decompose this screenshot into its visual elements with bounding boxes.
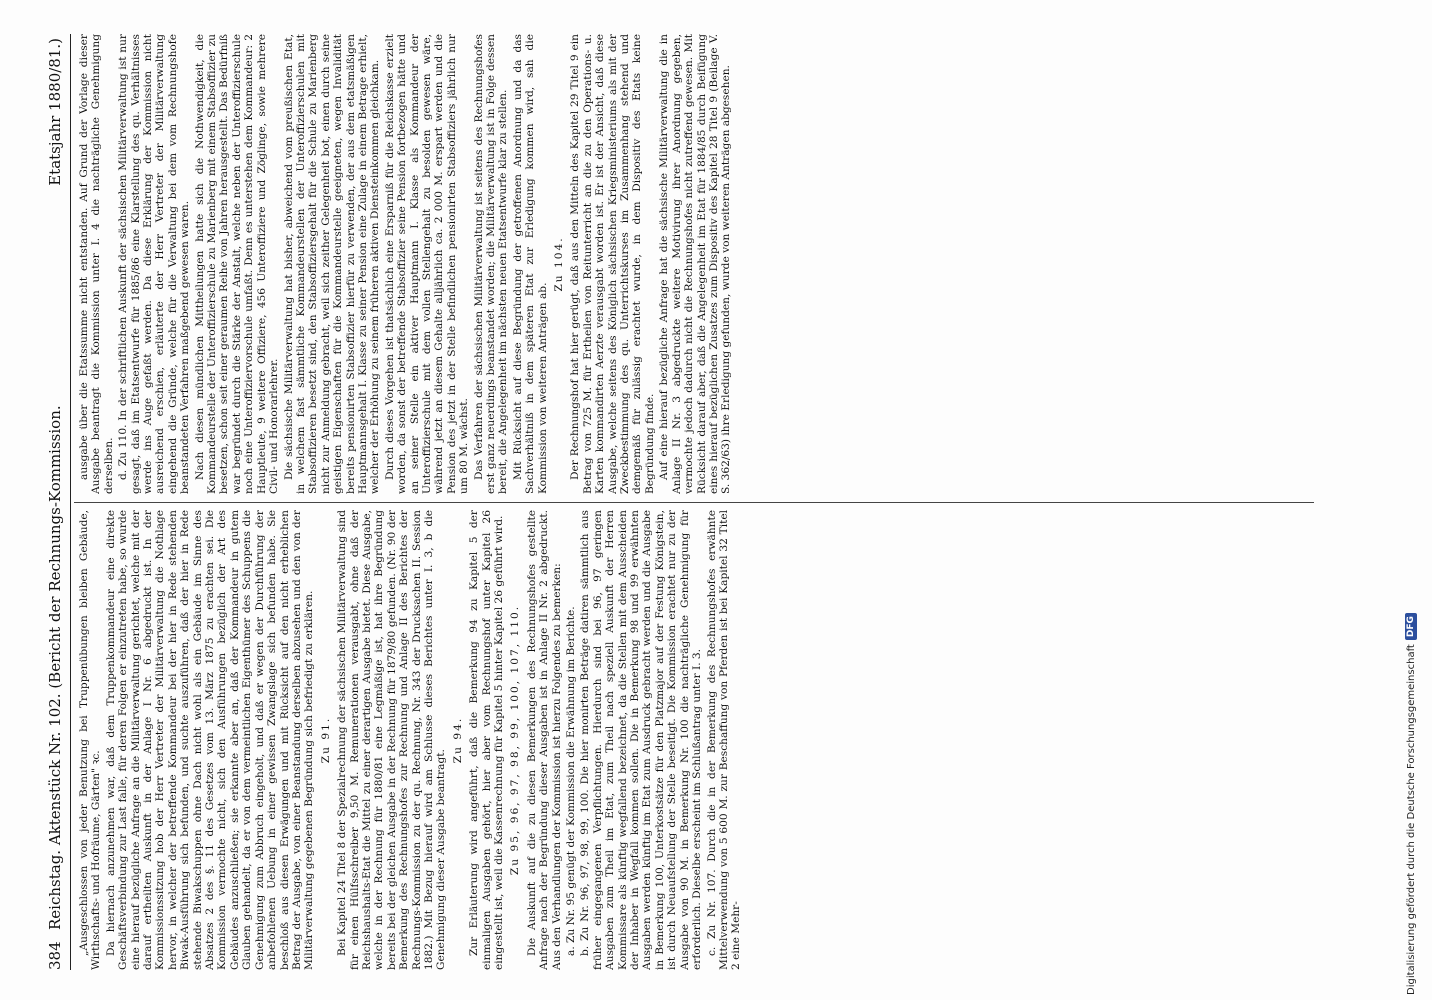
paragraph: Da hiernach anzunehmen war, daß dem Truppenkommandeur eine direkte Geschäftsverbindung zur Last falle, für deren Folgen er einzutreten habe, so wurde eine hierauf bezügliche Anfrage an die Militärverwaltung gerichtet, welche mit der darauf ertheilten Auskunft in der Anlage I Nr. 6 abgedruckt ist. In der Kommissionssitzung hob der Herr Vertreter der Militärverwaltung die Nothlage hervor, in welcher der betreffende Kommandeur bei der hier in Rede stehenden Biwak-Ausführung sich befunden, und suchte auszuführen, daß der hier in Rede stehende Biwakschuppen ohne Dach nicht wohl als ein Gebäude im Sinne des Absatzes 2 des §. 11 des Gesetzes vom 13. März 1875 zu erachten sei. Die Kommission vermochte nicht, sich den Ausführungen bezüglich der Art des Gebäudes anzuschließen; sie erkannte aber an, daß der Kommandeur in gutem Glauben gehandelt, da er von dem vermeintlichen Eigenthümer des Schuppens die Genehmigung zum Abbruch eingeholt, und daß er wegen der Durchführung der anbefohlenen Uebung in einer gewissen Zwangslage sich befunden habe. Sie beschloß aus diesen Erwägungen und mit Rücksicht auf den nicht erheblichen Betrag der Ausgabe, von einer Beanstandung derselben abzusehen und den von der Militärverwaltung gegebenen Begründung sich befriedigt zu erklären. [104, 510, 316, 970]
credit-text: Digitalisierung gefördert durch die Deutsche Forschungsgemeinschaft [1405, 644, 1417, 995]
paragraph: d. Zu 110. In der schriftlichen Auskunft der sächsischen Militärverwaltung ist nur gesagt, daß im Etatsentwurfe für 1885/86 eine Klarstellung des qu. Verhältnisses werde ins Auge gefaßt werden. Da diese Erklärung der Kommission nicht ausreichend erschien, erläuterte der Herr Vertreter der Militärverwaltung eingehend die Gründe, welche für die Verwaltung bei dem vom Rechnungshofe beanstandeten Verfahren maßgebend gewesen waren. [117, 34, 192, 494]
header-title-right: Etatsjahr 1880/81.) [46, 38, 64, 186]
paragraph: ausgabe über die Etatssumme nicht entstanden. Auf Grund der Vorlage dieser Ausgabe beantragt die Kommission unter I. 4 die nachträgliche Genehmigung derselben. [78, 34, 115, 494]
section-heading: Zu 95, 96, 97, 98, 99, 100, 107, 110. [509, 604, 522, 876]
column-divider [74, 502, 1314, 503]
paragraph: Die Auskunft auf die zu diesen Bemerkungen des Rechnungshofes gestellte Anfrage nach der Begründung dieser Ausgaben ist in Anlage II Nr. 2 abgedruckt. Aus den Verhandlungen der Kommission ist hierzu Folgendes zu bemerken: [525, 510, 563, 970]
paragraph: Bei Kapitel 24 Titel 8 der Spezialrechnung der sächsischen Militärverwaltung sind für einen Hülfsschreiber 9,50 M. Remunerationen verausgabt, ohne daß der Reichshaushalts-Etat die Mittel zu einer derartigen Ausgabe bietet. Diese Ausgabe, welche in der Rechnung für 1880/81 eine Legmäßige ist, hat ihre Begründung bereits bei der gleichen Ausgabe in der Rechnung für 1879/80 gefunden. (Nr. 90 der Bemerkung des Rechnungshofes zur Rechnung und Anlage II des Berichtes der Rechnungs-Kommission zu der qu. Rechnung, Nr. 343 der Drucksachen II. Session 1882.) Mit Bezug hierauf wird am Schlusse dieses Berichtes unter I. 3, b die Genehmigung dieser Ausgabe beantragt. [336, 510, 448, 970]
dfg-logo: DFG [1405, 613, 1417, 640]
header-title-left: Reichstag. Aktenstück Nr. 102. (Bericht der Rechnungs-Kommission. [46, 405, 64, 930]
digitization-credit [1404, 0, 1418, 995]
paragraph: „Ausgeschlossen von jeder Benutzung bei Truppenübungen bleiben Gebäude, Wirthschafts- und Hofräume, Gärten" ꝛc. [78, 510, 103, 970]
paragraph: Das Verfahren der sächsischen Militärverwaltung ist seitens des Rechnungshofes erst ganz neuerdings beanstandet worden; die Militärverwaltung ist in Folge dessen bereit, die Angelegenheit im nächsten neuen Etatsentwurfe klar zu stellen. [472, 34, 510, 494]
page-number: 384 [46, 941, 64, 970]
paragraph: Die sächsische Militärverwaltung hat bisher, abweichend vom preußischen Etat, in welchem fast sämmtliche Kommandeurstellen der Unteroffizierschulen mit Stabsoffizieren besetzt sind, den Stabsoffiziersgehalt für die Schule zu Marienberg nicht zur Anmeldung gebracht, weil sich zeither Gelegenheit bot, einen durch seine geistigen Eigenschaften für die Kommandeurstelle geeigneten, wegen Invalidität bereits pensionirten Stabsoffizier hierfür zu verwenden, der aus dem etatsmäßigen Hauptmannsgehalt I. Klasse zu seiner Pension eine Zulage in einem Betrage erhielt, welcher der Erhöhung zu seinem früheren aktiven Diensteinkommen gleichkam. [282, 34, 382, 494]
paragraph: c. Zu Nr. 107. Durch die in der Bemerkung des Rechnungshofes erwähnte Mittelverwendung von 5 600 M. zur Beschaffung von Pferden ist bei Kapitel 32 Titel 2 eine Mehr- [705, 510, 743, 970]
paragraph: a. Zu Nr. 95 genügt der Kommission die Erwähnung im Berichte. [565, 606, 578, 956]
paragraph: Der Rechnungshof hat hier gerügt, daß aus den Mitteln des Kapitel 29 Titel 9 ein Betrag von 725 M. für Ertheilen von Reitunterricht an die zu den Operations- u. Karten kommandirten Aerzte verausgabt worden ist. Er ist der Ansicht, daß diese Ausgabe, welche seitens des Königlich sächsischen Kriegsministeriums als mit der Zweckbestimmung des qu. Unterrichtskurses im Zusammenhang stehend und demgemäß für zulässig erachtet wurde, in dem Dispositiv des Etats keine Begründung finde. [569, 34, 656, 494]
paragraph: Zur Erläuterung wird angeführt, daß die Bemerkung 94 zu Kapitel 5 der einmaligen Ausgaben gehört, hier aber vom Rechnungshof unter Kapitel 26 eingestellt ist, weil die Kassenrechnung für Kapitel 5 hinter Kapitel 26 geführt wird. [468, 510, 505, 970]
left-text-column [78, 510, 1318, 970]
right-text-column [78, 34, 1318, 494]
paragraph: Durch dieses Vorgehen ist thatsächlich eine Ersparniß für die Reichskasse erzielt worden, da sonst der betreffende Stabsoffizier seine Pension fortbezogen hätte und an seiner Stelle ein aktiver Hauptmann I. Klasse als Kommandeur der Unteroffizierschule mit dem vollen Stellengehalt zu besolden gewesen wäre, während jetzt an diesem Gehalte alljährlich ca. 2 000 M. erspart werden und die Pension des jetzt in der Stelle befindlichen pensionirten Stabsoffiziers jährlich nur um 80 M. wächst. [383, 34, 471, 494]
paragraph: Mit Rücksicht auf diese Begründung der getroffenen Anordnung und da das Sachverhältniß in dem späteren Etat zur Erledigung kommen wird, sah die Kommission von weiteren Anträgen ab. [511, 34, 549, 494]
paragraph: b. Zu Nr. 96, 97, 98, 99, 100. Die hier monirten Beträge datiren sämmtlich aus früher eingegangenen Verpflichtungen. Hierdurch sind bei 96, 97 geringen Ausgaben zum Theil im Etat, zum Theil nach speziell Auskunft der Herren Kommissare als künftig wegfallend bezeichnet, da die Stellen mit dem Ausscheiden der Inhaber in Wegfall kommen sollen. Die in Bemerkung 98 und 99 erwähnten Ausgaben werden künftig im Etat zum Ausdruck gebracht werden und die Ausgabe in Bemerkung 100, Unterkostsätze für den Platzmajor auf der Festung Königstein, ist durch Neuaufstellung der Stelle beseitigt. Die Kommission erachtet nur zu der Ausgabe von 90 M. in Bemerkung Nr. 100 die nachträgliche Genehmigung für erforderlich. Dieselbe erscheint im Schlußantrag unter I. 3. [579, 510, 704, 970]
rotated-document-page [40, 34, 1340, 970]
section-heading: Zu 104. [553, 236, 566, 292]
section-heading: Zu 91. [319, 716, 332, 764]
section-heading: Zu 94. [451, 716, 464, 764]
paragraph: Nach diesen mündlichen Mittheilungen hatte sich die Nothwendigkeit, die Kommandeurstelle der Unteroffizierschule zu Marienberg mit einem Stabsoffizier zu besetzen, schon seit einer geraumen Reihe von Jahren herausgestellt. Das Bedürfniß war begründet durch die Stärke der Anstalt, welche neben der Unteroffizierschule noch eine Unteroffiziervorschule umfaßt. Denn es unterstehen dem Kommandeur: 2 Hauptleute, 9 weitere Offiziere, 456 Unteroffiziere und Zöglinge, sowie mehrere Civil- und Honorarlehrer. [193, 34, 281, 494]
running-header [40, 34, 71, 970]
paragraph: Auf eine hierauf bezügliche Anfrage hat die sächsische Militärverwaltung die in Anlage II Nr. 3 abgedruckte weitere Motivirung ihrer Anordnung gegeben, vermochte jedoch dadurch nicht die Rechnungshofes nicht zutreffend gewesen. Mit Rücksicht darauf aber, daß die Angelegenheit im Etat für 1884/85 durch Beifügung eines hierauf bezüglichen Zusatzes zum Dispositiv des Kapitel 28 Titel 9 (Beilage V. S. 362/63) ihre Erledigung gefunden, wurde von weiteren Anträgen abgesehen. [658, 34, 733, 494]
